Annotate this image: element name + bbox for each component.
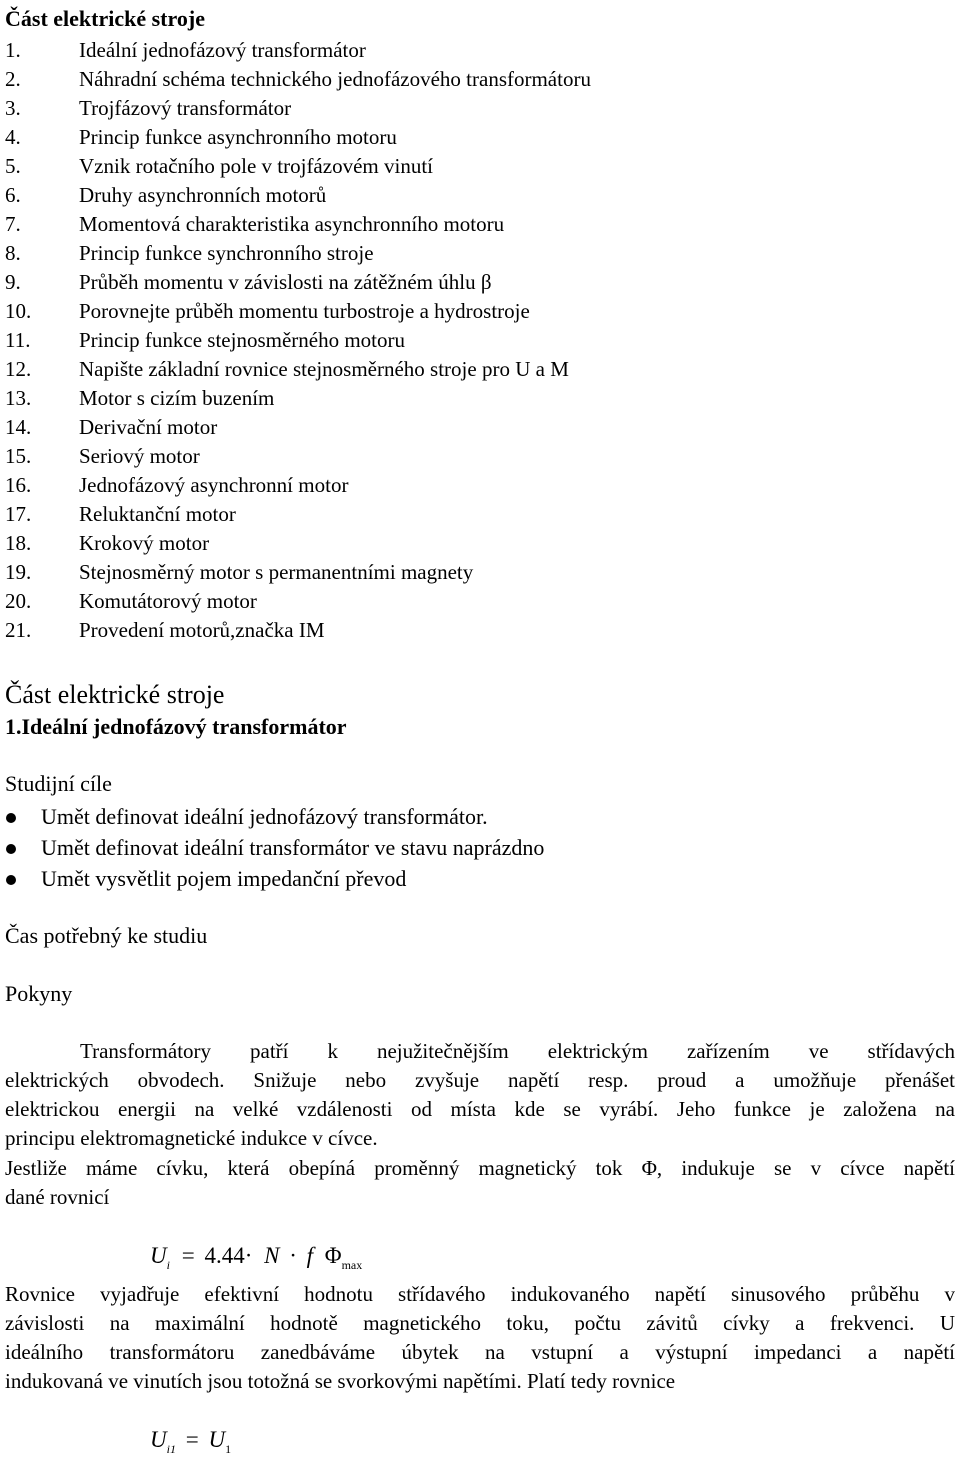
toc-item-number: 8. [5,241,21,265]
toc-item-number: 21. [5,618,32,642]
toc-item [0,328,960,352]
eq-subscript: i [166,1258,170,1272]
eq-operator: = [185,1427,199,1452]
equation-voltage-equality [150,1427,231,1457]
section-heading: 1.Ideální jednofázový transformátor [5,714,347,739]
toc-item [0,241,960,265]
toc-item [0,299,960,323]
toc-item [0,560,960,584]
bullet-icon [6,875,16,885]
part-title: Část elektrické stroje [5,680,225,709]
toc-item-number: 7. [5,212,21,236]
eq-symbol: Φ [324,1243,342,1268]
goal-item [0,835,960,861]
goal-text: Umět vysvětlit pojem impedanční převod [41,866,407,891]
paragraph-line: indukovaná ve vinutích jsou totožná se svorkovými napětími. Platí tedy rovnice [5,1369,676,1393]
equation-induced-voltage [150,1243,362,1273]
toc-item [0,589,960,613]
toc-item-number: 12. [5,357,32,381]
toc-item [0,473,960,497]
toc-item-text: Druhy asynchronních motorů [79,183,327,207]
toc-item-number: 18. [5,531,32,555]
toc-item-number: 14. [5,415,32,439]
paragraph-line: Rovnice vyjadřuje efektivní hodnotu střídavého indukovaného napětí sinusového průběhu v [5,1282,955,1306]
toc-item-text: Průběh momentu v závislosti na zátěžném úhlu β [79,270,492,294]
goal-item [0,866,960,892]
toc-item-number: 2. [5,67,21,91]
eq-subscript: 1 [225,1442,232,1456]
toc-item-number: 6. [5,183,21,207]
toc-item-number: 10. [5,299,32,323]
toc-item-text: Komutátorový motor [79,589,257,613]
toc-item [0,386,960,410]
toc-item-number: 20. [5,589,32,613]
toc-item [0,357,960,381]
toc-item-number: 5. [5,154,21,178]
eq-subscript: max [341,1258,363,1272]
eq-number: 4.44 [204,1243,245,1268]
toc-item-number: 19. [5,560,32,584]
toc-item-text: Derivační motor [79,415,218,439]
toc-item-text: Princip funkce asynchronního motoru [79,125,397,149]
toc-item-number: 16. [5,473,32,497]
toc-item [0,531,960,555]
paragraph-line: Jestliže máme cívku, která obepíná proměnný magnetický tok Φ, indukuje se v cívce napětí [5,1156,955,1180]
toc-item-text: Napište základní rovnice stejnosměrného stroje pro U a M [79,357,569,381]
eq-operator: = [181,1243,195,1268]
toc-item [0,502,960,526]
eq-symbol: U [208,1427,226,1452]
paragraph-line: Transformátory patří k nejužitečnějším elektrickým zařízením ve střídavých [80,1039,955,1063]
toc-item-number: 13. [5,386,32,410]
toc-item-text: Trojfázový transformátor [79,96,292,120]
time-title: Čas potřebný ke studiu [5,923,208,948]
toc-item-text: Stejnosměrný motor s permanentními magnety [79,560,474,584]
paragraph-line: elektrickou energii na velké vzdálenosti od místa kde se vyrábí. Jeho funkce je založena na [5,1097,955,1121]
toc-item-text: Ideální jednofázový transformátor [79,38,366,62]
toc-item [0,38,960,62]
toc-item-text: Momentová charakteristika asynchronního motoru [79,212,505,236]
toc-item [0,415,960,439]
toc-item-text: Princip funkce synchronního stroje [79,241,374,265]
eq-symbol: f [306,1243,314,1268]
toc-item-number: 1. [5,38,21,62]
toc-item-text: Jednofázový asynchronní motor [79,473,349,497]
toc-item [0,67,960,91]
toc-item-text: Náhradní schéma technického jednofázového transformátoru [79,67,591,91]
eq-operator: · [289,1243,297,1268]
eq-symbol: U [150,1427,167,1452]
instructions-title: Pokyny [5,981,73,1006]
paragraph-line: závislosti na maximální hodnotě magnetického toku, počtu závitů cívky a frekvenci. U [5,1311,955,1335]
toc-item [0,212,960,236]
goals-title: Studijní cíle [5,771,112,796]
toc-item-text: Porovnejte průběh momentu turbostroje a hydrostroje [79,299,530,323]
toc-item-text: Vznik rotačního pole v trojfázovém vinutí [79,154,433,178]
eq-symbol: N [264,1243,280,1268]
toc-item [0,154,960,178]
toc-item-text: Provedení motorů,značka IM [79,618,325,642]
paragraph-line: principu elektromagnetické indukce v cívce. [5,1126,378,1150]
paragraph-line: elektrických obvodech. Snižuje nebo zvyšuje napětí resp. proud a umožňuje přenášet [5,1068,955,1092]
paragraph-line: dané rovnicí [5,1185,110,1209]
paragraph-line: ideálního transformátoru zanedbáváme úbytek na vstupní a výstupní impedanci a napětí [5,1340,955,1364]
toc-item-number: 11. [5,328,31,352]
toc-item [0,96,960,120]
toc-item-text: Krokový motor [79,531,210,555]
eq-symbol: U [150,1243,167,1268]
toc-item [0,183,960,207]
toc-item-text: Seriový motor [79,444,200,468]
toc-item-number: 9. [5,270,21,294]
goal-text: Umět definovat ideální transformátor ve stavu naprázdno [41,835,545,860]
bullet-icon [6,844,16,854]
eq-operator: · [244,1243,253,1268]
goal-text: Umět definovat ideální jednofázový transformátor. [41,804,488,829]
toc-item-number: 15. [5,444,32,468]
toc-item [0,444,960,468]
eq-subscript: i1 [166,1442,176,1456]
toc-item [0,125,960,149]
toc-item-number: 3. [5,96,21,120]
toc-title: Část elektrické stroje [5,6,205,31]
toc-item [0,270,960,294]
toc-item-text: Princip funkce stejnosměrného motoru [79,328,406,352]
toc-item-text: Motor s cizím buzením [79,386,275,410]
toc-item-text: Reluktanční motor [79,502,236,526]
toc-item-number: 17. [5,502,32,526]
toc-item [0,618,960,642]
bullet-icon [6,813,16,823]
goal-item [0,804,960,830]
toc-item-number: 4. [5,125,21,149]
